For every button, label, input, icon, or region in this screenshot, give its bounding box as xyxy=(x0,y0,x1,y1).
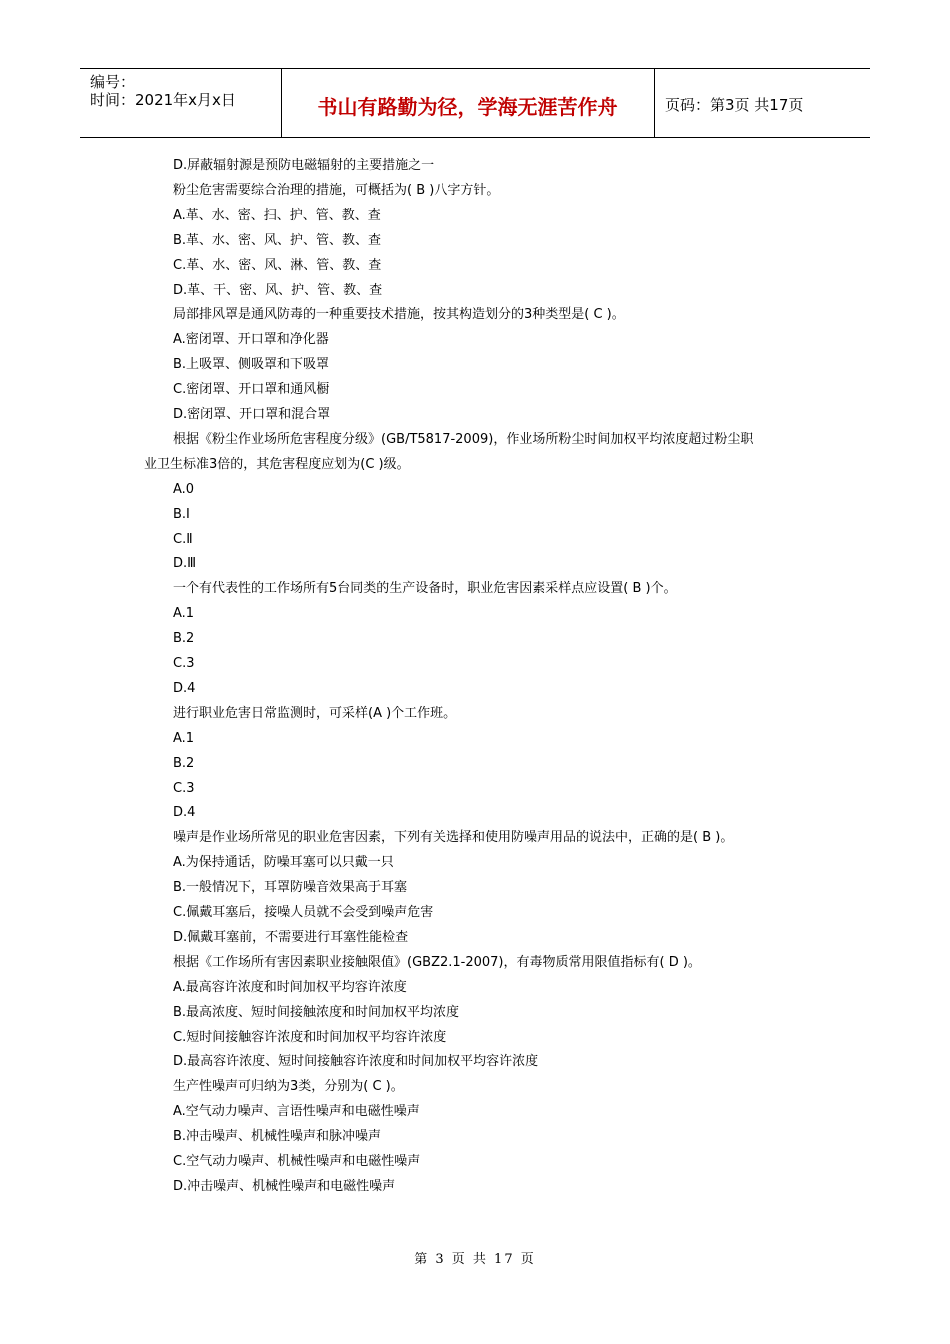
text-line: 根据《工作场所有害因素职业接触限值》(GBZ2.1-2007)，有毒物质常用限值指标有( D )。 xyxy=(173,954,701,970)
text-line: 根据《粉尘作业场所危害程度分级》(GB/T5817-2009)，作业场所粉尘时间加权平均浓度超过粉尘职 xyxy=(173,431,754,447)
text-line: C.短时间接触容许浓度和时间加权平均容许浓度 xyxy=(173,1029,447,1045)
header-info-cell xyxy=(80,69,282,137)
text-line: D.4 xyxy=(173,680,196,696)
text-line: 噪声是作业场所常见的职业危害因素，下列有关选择和使用防噪声用品的说法中，正确的是( B )。 xyxy=(173,830,734,846)
text-line: C.密闭罩、开口罩和通风橱 xyxy=(173,382,330,398)
text-line: B.2 xyxy=(173,631,195,647)
text-line: A.空气动力噪声、言语性噪声和电磁性噪声 xyxy=(173,1104,420,1120)
text-line: D.4 xyxy=(173,805,196,821)
text-line: A.为保持通话，防噪耳塞可以只戴一只 xyxy=(173,855,394,871)
text-line: A.最高容许浓度和时间加权平均容许浓度 xyxy=(173,979,407,995)
text-line: B.革、水、密、风、护、管、教、查 xyxy=(173,232,382,248)
text-line: C.革、水、密、风、淋、管、教、查 xyxy=(173,257,382,273)
header-motto-cell xyxy=(281,69,655,137)
text-line: A.0 xyxy=(173,481,195,497)
header-page-cell xyxy=(655,69,870,137)
serial-number-label: 编号： xyxy=(90,73,136,91)
text-line: 粉尘危害需要综合治理的措施，可概括为( B )八字方针。 xyxy=(173,182,500,198)
text-line: C.Ⅱ xyxy=(173,531,193,547)
text-line: 进行职业危害日常监测时，可采样(A )个工作班。 xyxy=(173,705,457,721)
page-header xyxy=(80,68,870,138)
page-footer: 第 3 页 共 17 页 xyxy=(414,1252,536,1267)
text-line: A.1 xyxy=(173,730,195,746)
text-line: D.冲击噪声、机械性噪声和电磁性噪声 xyxy=(173,1178,396,1194)
text-line: 业卫生标准3倍的，其危害程度应划为(C )级。 xyxy=(144,456,410,472)
text-line: B.2 xyxy=(173,755,195,771)
text-line: D.Ⅲ xyxy=(173,556,197,572)
text-line: A.1 xyxy=(173,606,195,622)
date-line: 时间：2021年x月x日 xyxy=(90,91,236,109)
text-line: 生产性噪声可归纳为3类，分别为( C )。 xyxy=(173,1079,404,1095)
text-line: A.革、水、密、扫、护、管、教、查 xyxy=(173,207,381,223)
text-line: D.革、干、密、风、护、管、教、查 xyxy=(173,282,383,298)
text-line: D.密闭罩、开口罩和混合罩 xyxy=(173,407,331,422)
text-line: D.屏蔽辐射源是预防电磁辐射的主要措施之一 xyxy=(173,158,435,173)
text-line: A.密闭罩、开口罩和净化器 xyxy=(173,332,329,348)
text-line: C.佩戴耳塞后，接噪人员就不会受到噪声危害 xyxy=(173,905,434,920)
header-motto: 书山有路勤为径，学海无涯苦作舟 xyxy=(317,95,618,119)
text-line: C.3 xyxy=(173,656,195,671)
text-line: B.Ⅰ xyxy=(173,506,190,522)
text-line: B.冲击噪声、机械性噪声和脉冲噪声 xyxy=(173,1129,382,1145)
text-line: C.空气动力噪声、机械性噪声和电磁性噪声 xyxy=(173,1154,421,1169)
text-line: B.一般情况下，耳罩防噪音效果高于耳塞 xyxy=(173,880,408,896)
text-line: D.佩戴耳塞前，不需要进行耳塞性能检查 xyxy=(173,929,409,945)
text-line: B.最高浓度、短时间接触浓度和时间加权平均浓度 xyxy=(173,1004,460,1020)
text-line: C.3 xyxy=(173,780,195,796)
text-line: D.最高容许浓度、短时间接触容许浓度和时间加权平均容许浓度 xyxy=(173,1054,539,1070)
text-line: B.上吸罩、侧吸罩和下吸罩 xyxy=(173,357,330,373)
header-page-info: 页码：第3页 共17页 xyxy=(665,96,804,114)
text-line: 一个有代表性的工作场所有5台同类的生产设备时，职业危害因素采样点应设置( B )个。 xyxy=(173,581,677,597)
text-line: 局部排风罩是通风防毒的一种重要技术措施，按其构造划分的3种类型是( C )。 xyxy=(173,307,625,323)
